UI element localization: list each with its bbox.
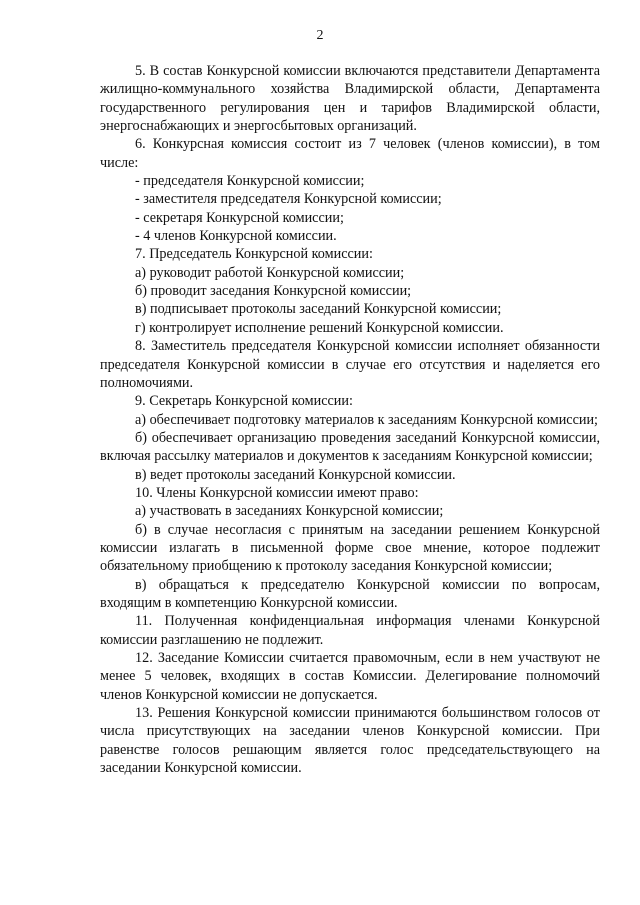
paragraph-6: 6. Конкурсная комиссия состоит из 7 человек (членов комиссии), в том числе: [100,136,600,171]
paragraph-13: 13. Решения Конкурсной комиссии принимаются большинством голосов от числа присутствующих на заседании членов Конкурсной комиссии. При равенстве голосов решающим является голос председательствующего на заседании Конкурсной комиссии. [100,705,600,777]
page-number: 2 [316,28,324,43]
list-item: - заместителя председателя Конкурсной комиссии; [135,191,442,208]
list-item: б) обеспечивает организацию проведения заседаний Конкурсной комиссии, включая рассылку материалов и документов к заседаниям Конкурсной комиссии; [100,429,600,465]
list-item: в) обращаться к председателю Конкурсной комиссии по вопросам, входящим в компетенцию Конкурсной комиссии. [100,576,600,611]
list-item: - 4 членов Конкурсной комиссии. [135,228,337,245]
list-item: а) обеспечивает подготовку материалов к заседаниям Конкурсной комиссии; [135,411,599,428]
list-item: а) участвовать в заседаниях Конкурсной комиссии; [135,503,444,520]
list-item: а) руководит работой Конкурсной комиссии; [135,264,405,281]
paragraph-12: 12. Заседание Комиссии считается правомочным, если в нем участвуют не менее 5 человек, входящих в состав Комиссии. Делегирование полномочий членов Конкурсной комиссии не допускается. [100,650,600,703]
paragraph-9: 9. Секретарь Конкурсной комиссии: [135,393,353,410]
list-item: в) подписывает протоколы заседаний Конкурсной комиссии; [135,301,502,318]
list-item: г) контролирует исполнение решений Конкурсной комиссии. [135,319,504,336]
paragraph-10: 10. Члены Конкурсной комиссии имеют право: [135,484,419,501]
list-item: б) проводит заседания Конкурсной комиссии; [135,283,412,300]
list-item: - секретаря Конкурсной комиссии; [135,209,344,226]
paragraph-5: 5. В состав Конкурсной комиссии включаются представители Департамента жилищно-коммунального хозяйства Владимирской области, Департамента государственного регулирования цен и тарифов Владимирской области, энергоснабжающих и энергосбытовых организаций. [100,63,600,135]
document-body [100,62,600,777]
paragraph-8: 8. Заместитель председателя Конкурсной комиссии исполняет обязанности председателя Конкурсной комиссии в случае его отсутствия и наделяется его полномочиями. [100,338,600,391]
paragraph-11: 11. Полученная конфиденциальная информация членами Конкурсной комиссии разглашению не подлежит. [100,613,600,648]
list-item: - председателя Конкурсной комиссии; [135,173,365,190]
list-item: б) в случае несогласия с принятым на заседании решением Конкурсной комиссии излагать в письменной форме свое мнение, которое подлежит обязательному приобщению к протоколу заседания Конкурсной комиссии; [100,521,600,575]
list-item: в) ведет протоколы заседаний Конкурсной комиссии. [135,466,456,483]
paragraph-7: 7. Председатель Конкурсной комиссии: [135,246,373,263]
